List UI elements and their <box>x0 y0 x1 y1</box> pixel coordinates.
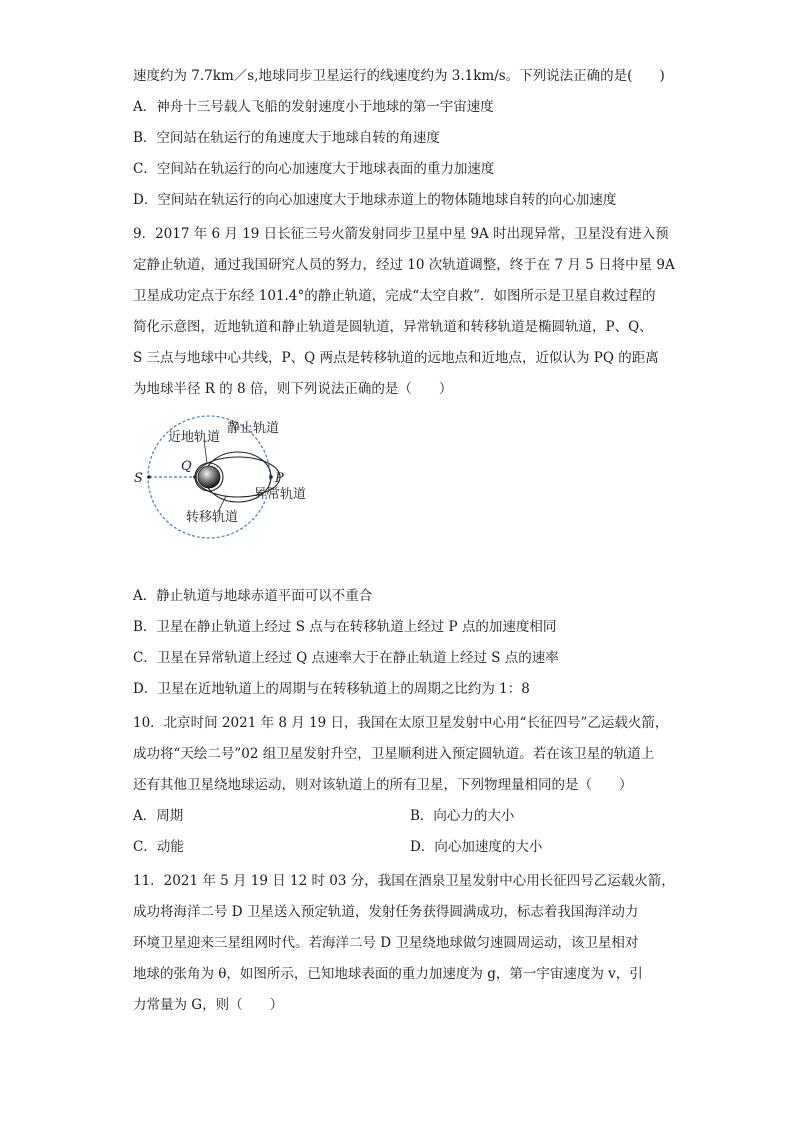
q10-option-b: B．向心力的大小 <box>410 808 515 824</box>
label-static-orbit: 静止轨道 <box>227 421 280 436</box>
line-1: 速度约为 7.7km／s,地球同步卫星运行的线速度约为 3.1km/s。下列说法正确的是( ) <box>133 68 665 84</box>
q9-line-3: 卫星成功定点于东经 101.4°的静止轨道，完成“太空自救”．如图所示是卫星自救过程的 <box>133 288 656 304</box>
q11-line-3: 环境卫星迎来三星组网时代。若海洋二号 D 卫星绕地球做匀速圆周运动，该卫星相对 <box>133 935 639 951</box>
q10-line-1: 10．北京时间 2021 年 8 月 19 日，我国在太原卫星发射中心用“长征四号”乙运载火箭， <box>133 715 669 731</box>
q8-option-b: B．空间站在轨运行的角速度大于地球自转的角速度 <box>133 130 440 146</box>
q11-line-2: 成功将海洋二号 D 卫星送入预定轨道，发射任务获得圆满成功，标志着我国海洋动力 <box>133 904 639 920</box>
orbit-diagram-svg <box>128 410 328 550</box>
q10-line-2: 成功将“天绘二号”02 组卫星发射升空，卫星顺利进入预定圆轨道。若在该卫星的轨道上 <box>133 746 655 762</box>
label-point-q: Q <box>181 459 192 474</box>
q8-option-c: C．空间站在轨运行的向心加速度大于地球表面的重力加速度 <box>133 161 495 177</box>
q9-option-d: D．卫星在近地轨道上的周期与在转移轨道上的周期之比约为 1：8 <box>133 681 530 697</box>
q10-line-3: 还有其他卫星绕地球运动，则对该轨道上的所有卫星，下列物理量相同的是（ ） <box>133 777 633 793</box>
label-transfer-orbit: 转移轨道 <box>186 510 239 525</box>
q10-option-d: D．向心加速度的大小 <box>410 839 543 855</box>
label-point-s: S <box>134 471 143 486</box>
q9-line-2: 定静止轨道，通过我国研究人员的努力，经过 10 次轨道调整，终于在 7 月 5 日将中星 9A <box>133 257 675 273</box>
label-abnormal-orbit: 异常轨道 <box>254 487 307 502</box>
label-point-p: P <box>275 471 284 486</box>
q8-option-a: A．神舟十三号载人飞船的发射速度小于地球的第一宇宙速度 <box>133 99 494 115</box>
q11-line-1: 11．2021 年 5 月 19 日 12 时 03 分，我国在酒泉卫星发射中心用长征四号乙运载火箭， <box>133 873 675 889</box>
earth-icon <box>198 466 220 488</box>
q9-line-5: S 三点与地球中心共线，P、Q 两点是转移轨道的远地点和近地点，近似认为 PQ 的距离 <box>133 350 659 366</box>
q9-line-4: 简化示意图，近地轨道和静止轨道是圆轨道，异常轨道和转移轨道是椭圆轨道，P、Q、 <box>133 319 653 335</box>
q9-option-c: C．卫星在异常轨道上经过 Q 点速率大于在静止轨道上经过 S 点的速率 <box>133 650 559 666</box>
q10-option-a: A．周期 <box>133 808 184 824</box>
point-q-dot <box>193 475 197 479</box>
orbit-diagram <box>128 410 328 550</box>
q9-line-1: 9．2017 年 6 月 19 日长征三号火箭发射同步卫星中星 9A 时出现异常，卫星没有进入预 <box>133 226 669 242</box>
q11-line-4: 地球的张角为 θ，如图所示，已知地球表面的重力加速度为 g，第一宇宙速度为 v，引 <box>133 966 643 982</box>
q9-option-a: A．静止轨道与地球赤道平面可以不重合 <box>133 588 373 604</box>
point-s-dot <box>147 475 151 479</box>
q9-line-6: 为地球半径 R 的 8 倍，则下列说法正确的是（ ） <box>133 381 453 397</box>
q9-option-b: B．卫星在静止轨道上经过 S 点与在转移轨道上经过 P 点的加速度相同 <box>133 619 557 635</box>
q11-line-5: 力常量为 G，则（ ） <box>133 997 284 1013</box>
point-p-dot <box>269 475 273 479</box>
q8-option-d: D．空间站在轨运行的向心加速度大于地球赤道上的物体随地球自转的向心加速度 <box>133 192 617 208</box>
q10-option-c: C．动能 <box>133 839 184 855</box>
label-near-orbit: 近地轨道 <box>168 430 221 445</box>
